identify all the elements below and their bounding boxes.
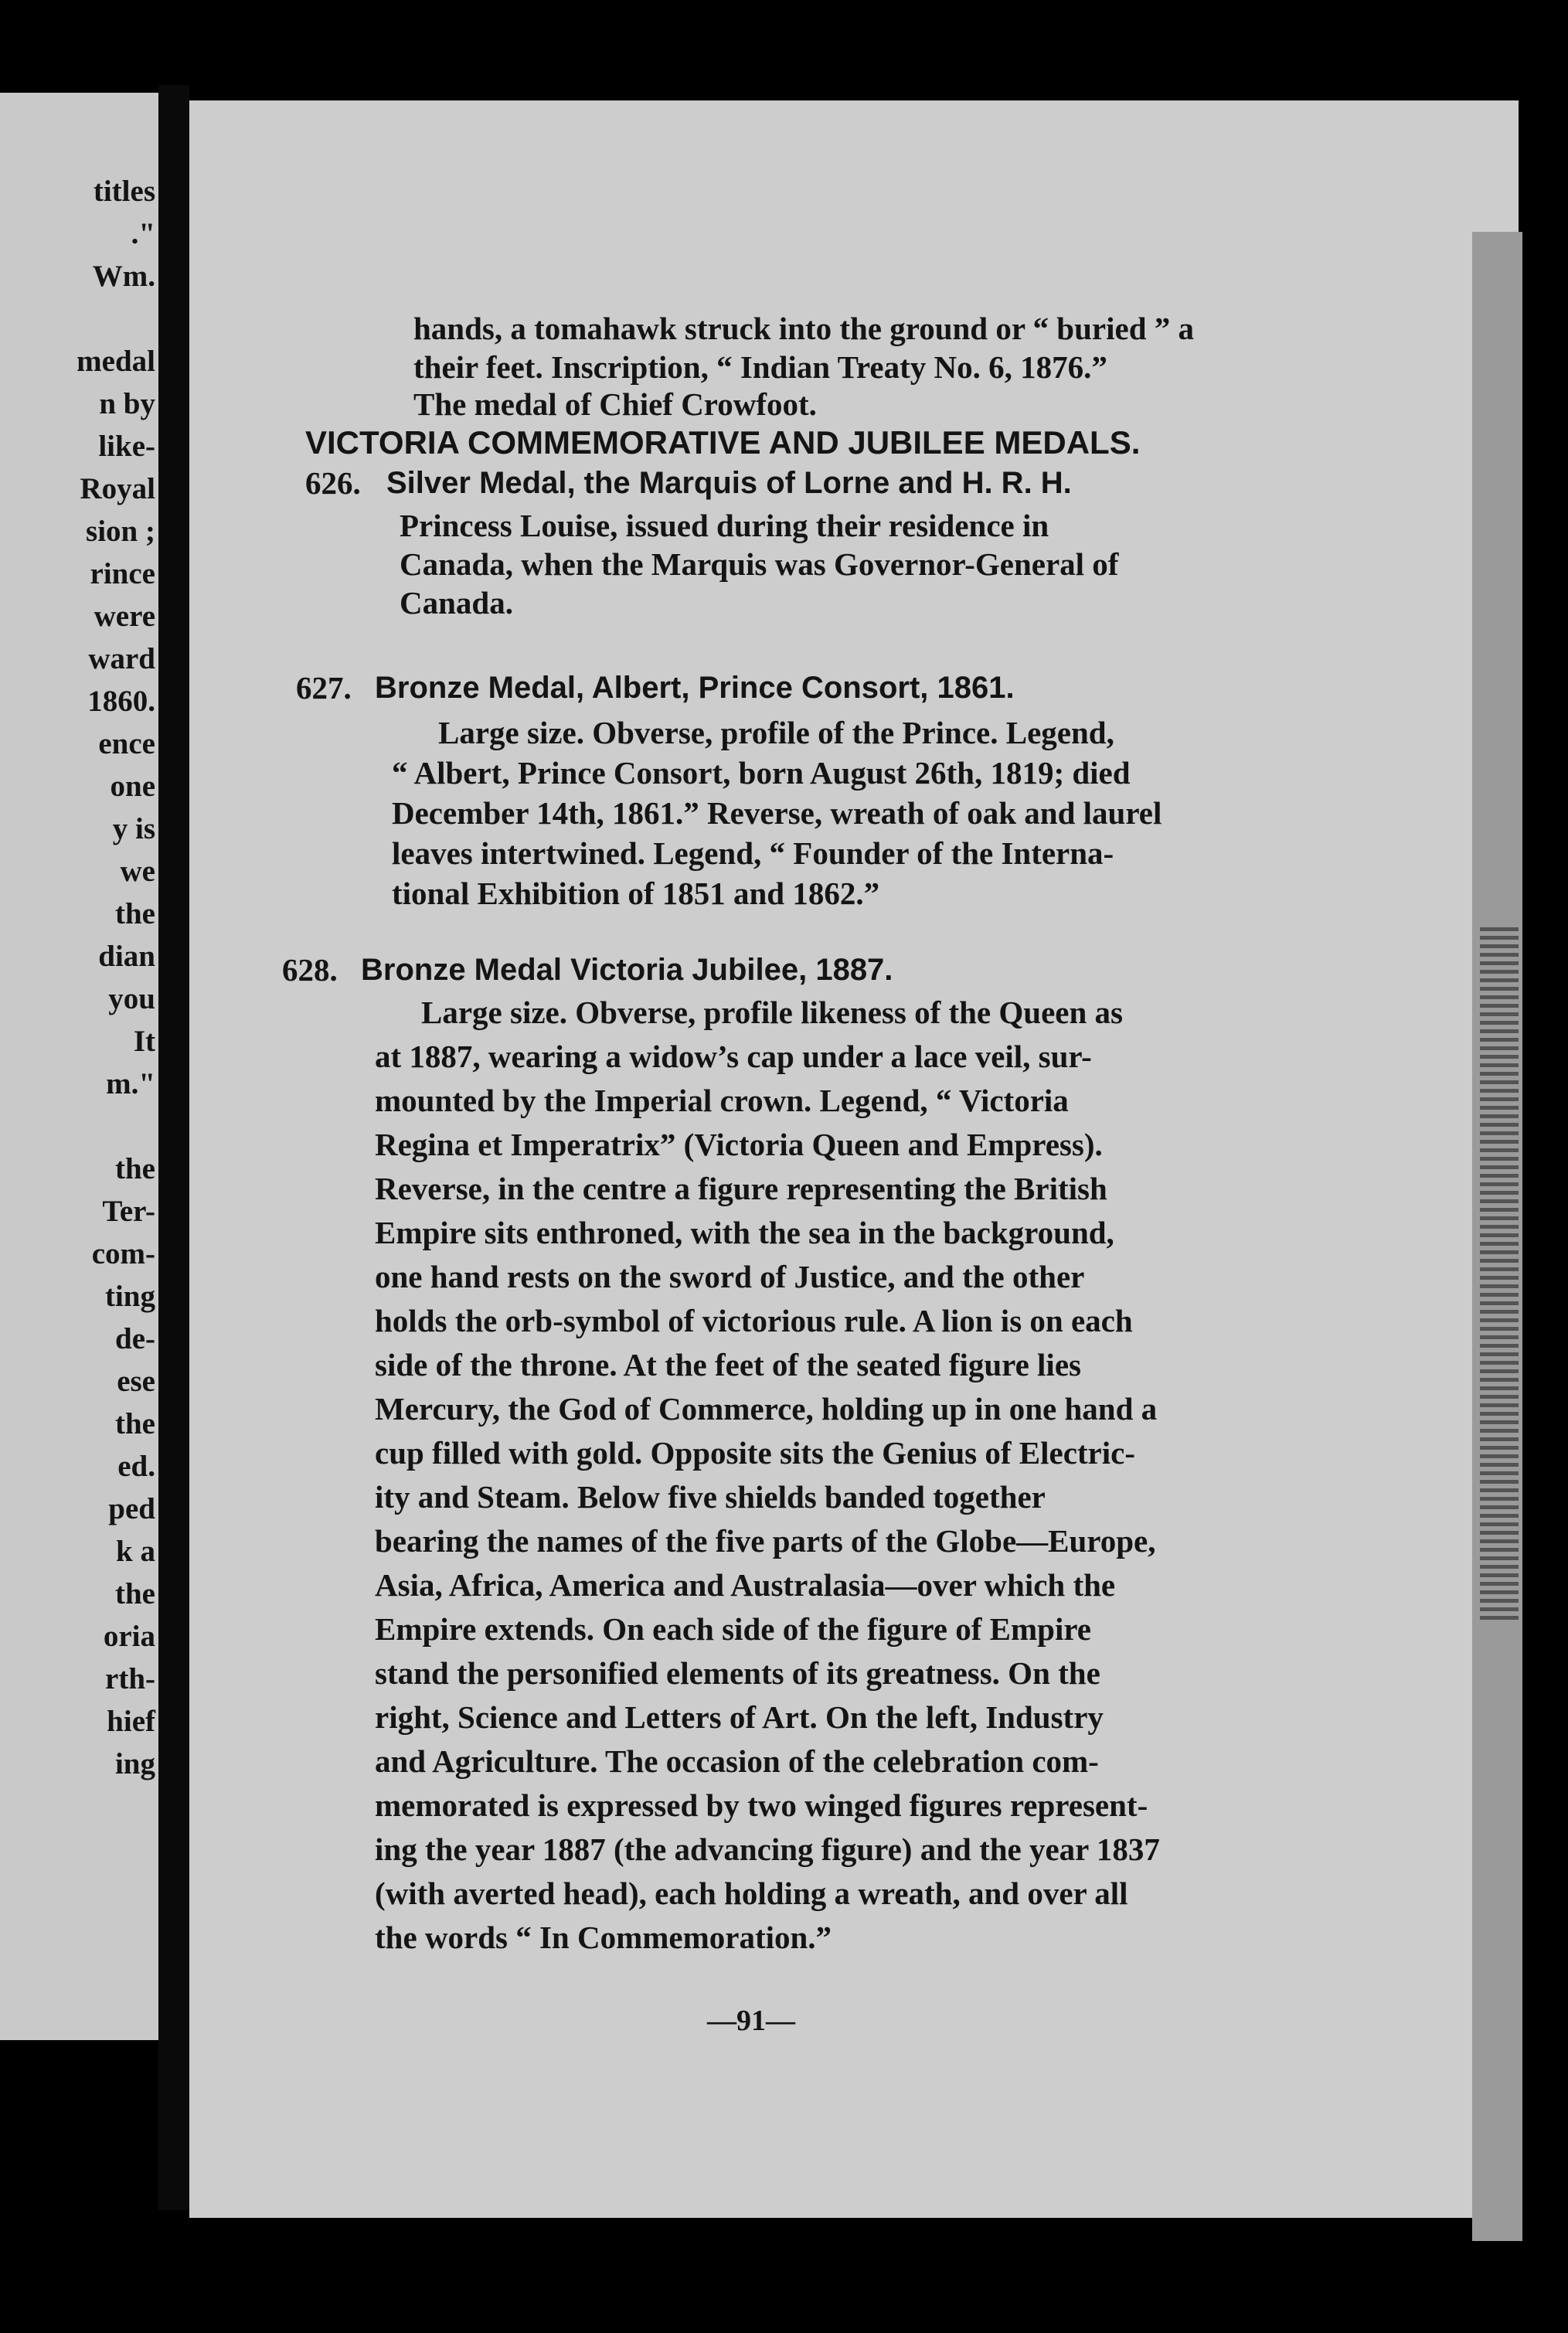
facing-page-text: com- — [91, 1237, 155, 1270]
entry-body-line: tional Exhibition of 1851 and 1862.” — [392, 876, 880, 911]
facing-page-text: ward — [88, 642, 155, 675]
facing-page-text: we — [120, 855, 155, 888]
entry-body-line: right, Science and Letters of Art. On the left, Industry — [375, 1699, 1104, 1735]
entry-title: Bronze Medal, Albert, Prince Consort, 1861. — [375, 671, 1015, 705]
entry-body-line: holds the orb-symbol of victorious rule. A lion is on each — [375, 1303, 1133, 1338]
entry-body-line: side of the throne. At the feet of the seated figure lies — [375, 1347, 1081, 1382]
entry-body-line: one hand rests on the sword of Justice, and the other — [375, 1259, 1085, 1294]
entry-number: 628. — [282, 952, 338, 988]
entry-body-line: Asia, Africa, America and Australasia—over which the — [375, 1567, 1116, 1603]
entry-body-line: (with averted head), each holding a wreath, and over all — [375, 1876, 1128, 1911]
entry-body-line: stand the personified elements of its greatness. On the — [375, 1655, 1100, 1691]
facing-page-fragment — [0, 93, 158, 2040]
facing-page-text: oria — [103, 1620, 155, 1653]
entry-body-line: ity and Steam. Below five shields banded together — [375, 1479, 1046, 1515]
entry-title: Silver Medal, the Marquis of Lorne and H. R. H. — [386, 466, 1072, 500]
entry-number: 627. — [296, 670, 352, 706]
body-text-line: their feet. Inscription, “ Indian Treaty No. 6, 1876.” — [413, 349, 1107, 385]
facing-page-text: one — [110, 770, 155, 803]
entry-body-line: mounted by the Imperial crown. Legend, “ Victoria — [375, 1083, 1069, 1118]
facing-page-text: the — [115, 897, 155, 930]
facing-page-text: ing — [114, 1747, 155, 1780]
book-spine — [158, 85, 189, 2210]
book-page — [189, 100, 1519, 2218]
entry-body-line: December 14th, 1861.” Reverse, wreath of oak and laurel — [392, 795, 1162, 831]
entry-body-line: the words “ In Commemoration.” — [375, 1920, 832, 1955]
facing-page-text: k a — [116, 1535, 155, 1568]
facing-page-text: hief — [107, 1705, 155, 1738]
facing-page-text: rth- — [105, 1662, 155, 1695]
facing-page-text: Ter- — [102, 1195, 155, 1228]
entry-body-line: Canada, when the Marquis was Governor-General of — [400, 546, 1119, 582]
facing-page-text: you — [108, 982, 155, 1015]
facing-page-text: Royal — [80, 472, 155, 505]
page-edge-bleed — [1480, 927, 1519, 1623]
entry-body-line: “ Albert, Prince Consort, born August 26th, 1819; died — [392, 755, 1131, 791]
entry-body-line: ing the year 1887 (the advancing figure) and the year 1837 — [375, 1831, 1160, 1867]
entry-body-line: Regina et Imperatrix” (Victoria Queen and Empress). — [375, 1127, 1103, 1162]
facing-page-text: the — [115, 1407, 155, 1440]
facing-page-text: It — [133, 1025, 155, 1058]
facing-page-text: 1860. — [87, 685, 155, 718]
entry-body-line: bearing the names of the five parts of the Globe—Europe, — [375, 1523, 1156, 1559]
facing-page-text: like- — [98, 430, 155, 463]
facing-page-text: the — [115, 1152, 155, 1185]
facing-page-text: de- — [115, 1322, 155, 1355]
entry-body-line: Princess Louise, issued during their residence in — [400, 508, 1049, 543]
entry-body-line: Large size. Obverse, profile of the Prince. Legend, — [438, 715, 1114, 750]
facing-page-text: ." — [131, 217, 155, 250]
facing-page-text: medal — [77, 345, 155, 378]
entry-body-line: Canada. — [400, 585, 513, 621]
entry-body-line: and Agriculture. The occasion of the celebration com- — [375, 1743, 1099, 1779]
entry-body-line: Large size. Obverse, profile likeness of the Queen as — [421, 995, 1123, 1030]
facing-page-text: sion ; — [86, 515, 155, 548]
facing-page-text: Wm. — [92, 260, 155, 293]
page-number: —91— — [707, 2005, 795, 2037]
entry-body-line: at 1887, wearing a widow’s cap under a lace veil, sur- — [375, 1039, 1092, 1074]
facing-page-text: ese — [117, 1365, 155, 1398]
facing-page-text: were — [94, 600, 155, 633]
facing-page-text: y is — [112, 812, 155, 845]
facing-page-text: dian — [98, 940, 155, 973]
facing-page-text: ting — [104, 1280, 155, 1313]
entry-body-line: cup filled with gold. Opposite sits the Genius of Electric- — [375, 1435, 1135, 1471]
facing-page-text: n by — [99, 387, 155, 420]
entry-body-line: Mercury, the God of Commerce, holding up in one hand a — [375, 1391, 1158, 1427]
section-heading: VICTORIA COMMEMORATIVE AND JUBILEE MEDALS. — [305, 424, 1141, 461]
entry-number: 626. — [305, 465, 361, 501]
body-text-line: The medal of Chief Crowfoot. — [413, 386, 817, 422]
facing-page-text: ence — [98, 727, 155, 760]
facing-page-text: ped — [108, 1492, 155, 1525]
entry-body-line: leaves intertwined. Legend, “ Founder of the Interna- — [392, 835, 1114, 871]
entry-body-line: Reverse, in the centre a figure representing the British — [375, 1171, 1107, 1206]
entry-body-line: Empire extends. On each side of the figure of Empire — [375, 1611, 1092, 1647]
facing-page-text: m." — [106, 1067, 155, 1100]
facing-page-text: titles — [93, 175, 155, 208]
entry-title: Bronze Medal Victoria Jubilee, 1887. — [361, 953, 893, 987]
entry-body-line: memorated is expressed by two winged figures represent- — [375, 1787, 1148, 1823]
facing-page-text: ed. — [117, 1450, 155, 1483]
facing-page-text: rince — [90, 557, 155, 590]
facing-page-text: the — [115, 1577, 155, 1610]
body-text-line: hands, a tomahawk struck into the ground or “ buried ” a — [413, 311, 1195, 346]
entry-body-line: Empire sits enthroned, with the sea in the background, — [375, 1215, 1114, 1250]
